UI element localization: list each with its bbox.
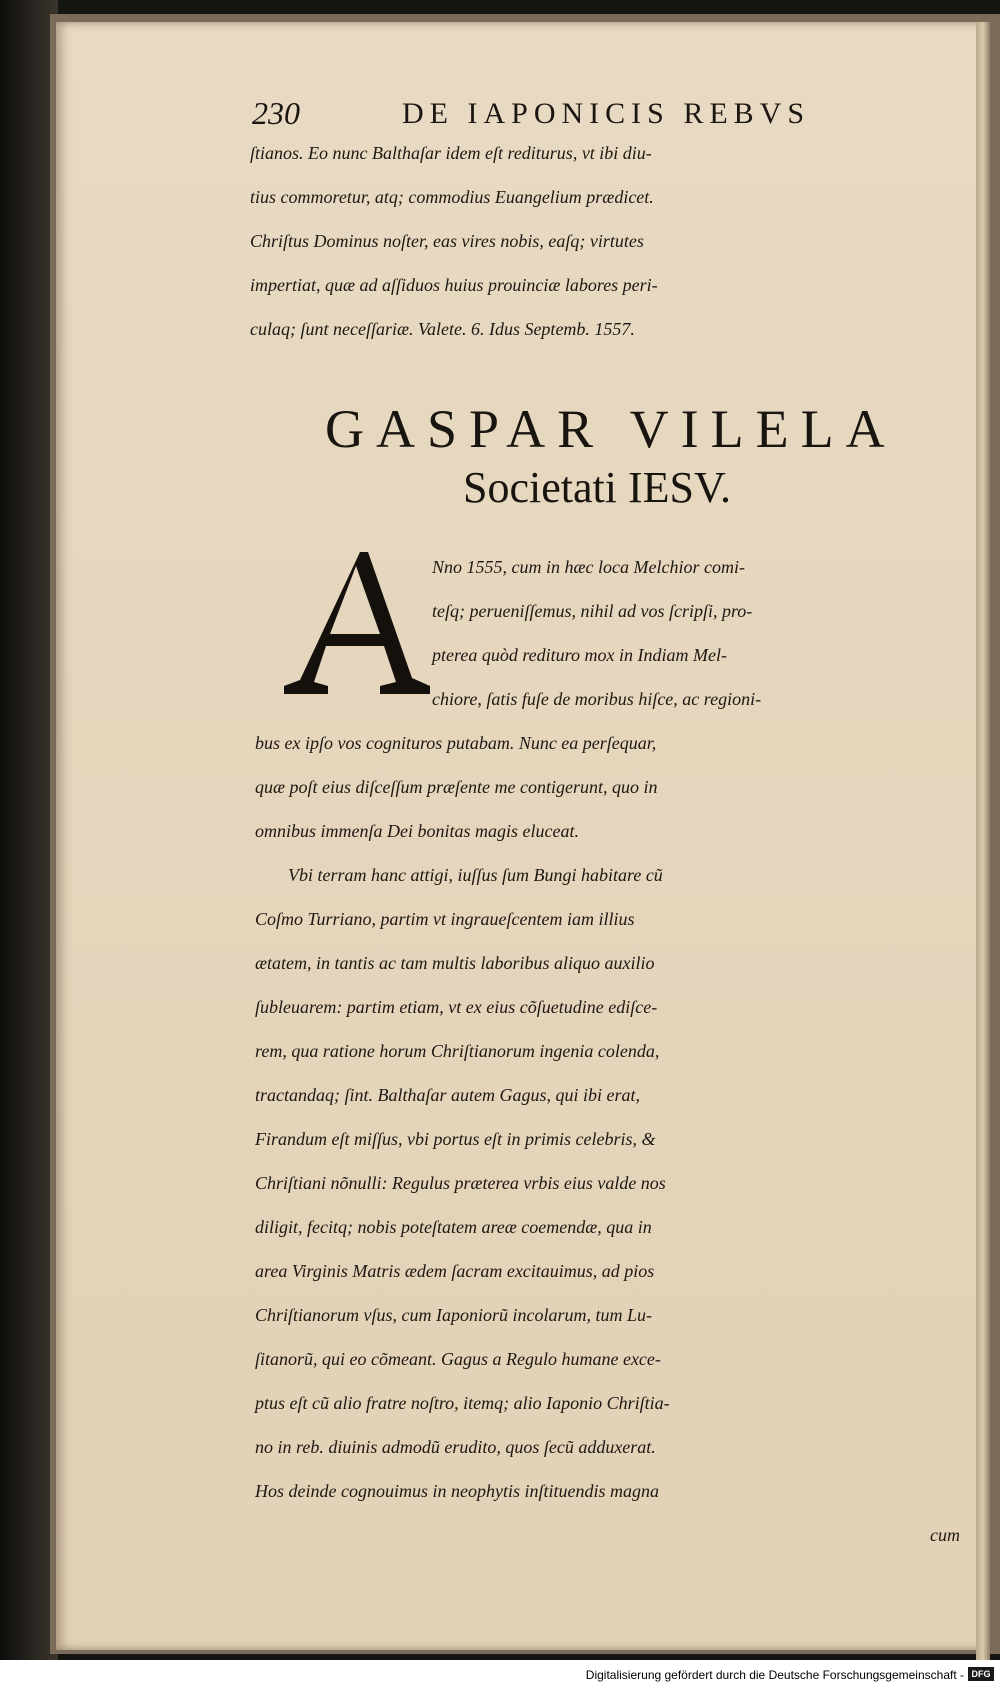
text-line: omnibus immenſa Dei bonitas magis eluceat. [255, 821, 579, 841]
text-line: Vbi terram hanc attigi, iuſſus ſum Bungi habitare cũ [288, 865, 663, 885]
text-line: Nno 1555, cum in hæc loca Melchior comi- [432, 557, 745, 577]
text-line: diligit, fecitq; nobis poteſtatem areæ coemendæ, qua in [255, 1217, 652, 1237]
text-line: tractandaq; ſint. Balthaſar autem Gagus, qui ibi erat, [255, 1085, 640, 1105]
running-header [192, 95, 892, 135]
text-line: impertiat, quæ ad aſſiduos huius prouinciæ labores peri- [250, 275, 658, 295]
text-line: Coſmo Turriano, partim vt ingraueſcentem iam illius [255, 909, 635, 929]
page-fore-edge [976, 22, 990, 1682]
running-title: DE IAPONICIS REBVS [402, 97, 811, 130]
section-title-author: GASPAR VILELA [325, 399, 897, 459]
catchword: cum [930, 1525, 960, 1545]
section-title-subtitle: Societati IESV. [463, 463, 732, 512]
text-line: ſtianos. Eo nunc Balthaſar idem eſt rediturus, vt ibi diu- [250, 143, 652, 163]
text-line: Hos deinde cognouimus in neophytis inſtituendis magna [255, 1481, 659, 1501]
dfg-logo: DFG [968, 1667, 994, 1681]
text-line: no in reb. diuinis admodũ erudito, quos ſecũ adduxerat. [255, 1437, 656, 1457]
text-line: teſq; perueniſſemus, nihil ad vos ſcripſi, pro- [432, 601, 753, 621]
text-line: bus ex ipſo vos cognituros putabam. Nunc ea perſequar, [255, 733, 657, 753]
text-line: chiore, ſatis fuſe de moribus hiſce, ac regioni- [432, 689, 762, 709]
text-line: ptus eſt cũ alio fratre noſtro, itemq; alio Iaponio Chriſtia- [255, 1393, 670, 1413]
funding-credit: Digitalisierung gefördert durch die Deutsche Forschungsgemeinschaft - [585, 1668, 964, 1682]
text-line: culaq; ſunt neceſſariæ. Valete. 6. Idus Septemb. 1557. [250, 319, 635, 339]
text-line: ſitanorũ, qui eo cõmeant. Gagus a Regulo humane exce- [255, 1349, 661, 1369]
text-line: ætatem, in tantis ac tam multis laboribus aliquo auxilio [255, 953, 655, 973]
digitization-footer [0, 1660, 1000, 1692]
text-line: quæ poſt eius diſceſſum præſente me contigerunt, quo in [255, 777, 658, 797]
text-line: ſubleuarem: partim etiam, vt ex eius cõſuetudine ediſce- [255, 997, 658, 1017]
text-line: pterea quòd redituro mox in Indiam Mel- [432, 645, 727, 665]
page-number: 230 [252, 95, 300, 131]
text-line: Chriſtiani nõnulli: Regulus præterea vrbis eius valde nos [255, 1173, 666, 1193]
text-line: Chriſtus Dominus noſter, eas vires nobis, eaſq; virtutes [250, 231, 644, 251]
drop-cap-letter-a [262, 548, 452, 698]
text-line: tius commoretur, atq; commodius Euangelium prædicet. [250, 187, 654, 207]
text-line: Chriſtianorum vſus, cum Iaponiorũ incolarum, tum Lu- [255, 1305, 653, 1325]
text-line: Firandum eſt miſſus, vbi portus eſt in primis celebris, & [255, 1129, 656, 1149]
text-line: rem, qua ratione horum Chriſtianorum ingenia colenda, [255, 1041, 660, 1061]
drop-cap [262, 548, 452, 698]
text-line: area Virginis Matris ædem ſacram excitauimus, ad pios [255, 1261, 655, 1281]
